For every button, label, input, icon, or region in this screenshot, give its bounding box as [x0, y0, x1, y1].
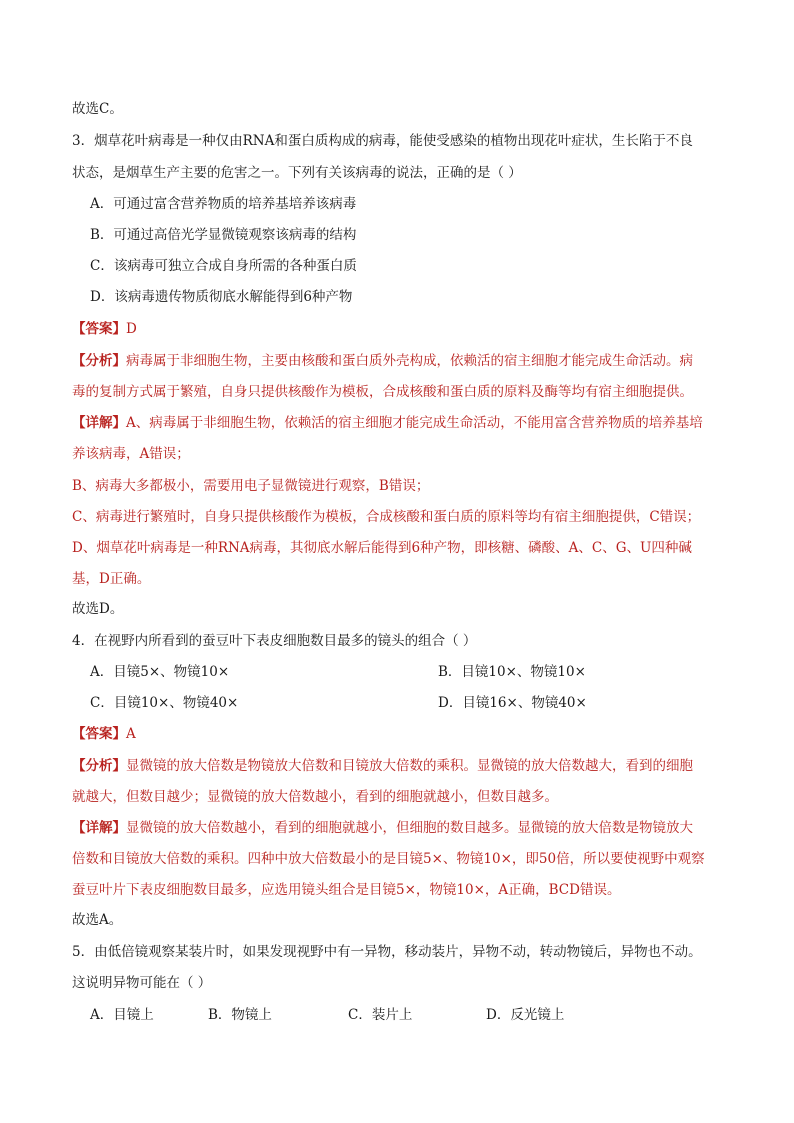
detail-label: 【详解】 [72, 415, 126, 431]
q3-detail-line3: B、病毒大多都极小，需要用电子显微镜进行观察，B错误； [72, 478, 430, 494]
q4-option-c: C．目镜10×、物镜40× [90, 695, 239, 711]
q4-analysis-line2: 就越大，但数目越少；显微镜的放大倍数越小，看到的细胞就越小，但数目越多。 [72, 789, 558, 805]
q4-option-d: D．目镜16×、物镜40× [438, 695, 587, 711]
q3-stem-line2: 状态，是烟草生产主要的危害之一。下列有关该病毒的说法，正确的是（ ） [72, 165, 522, 181]
q4-options-row1 [90, 662, 734, 682]
q4-detail-line3: 蚕豆叶片下表皮细胞数目最多，应选用镜头组合是目镜5×，物镜10×，A正确，BCD错误。 [72, 882, 621, 898]
q4-option-a: A．目镜5×、物镜10× [90, 664, 230, 680]
q4-detail-line1: 【详解】显微镜的放大倍数越小，看到的细胞就越小，但细胞的数目越多。显微镜的放大倍数是物镜放大 [72, 820, 693, 836]
q3-option-a: A．可通过富含营养物质的培养基培养该病毒 [90, 196, 357, 212]
analysis-label: 【分析】 [72, 758, 126, 774]
q5-option-d: D．反光镜上 [486, 1007, 565, 1023]
q3-detail-line5: D、烟草花叶病毒是一种RNA病毒，其彻底水解后能得到6种产物，即核糖、磷酸、A、C、G、U四种碱 [72, 540, 692, 556]
q3-detail-line6: 基，D正确。 [72, 571, 151, 587]
answer-value: D [126, 321, 137, 337]
q4-detail-line2: 倍数和目镜放大倍数的乘积。四种中放大倍数最小的是目镜5×、物镜10×，即50倍，所以要使视野中观察 [72, 851, 705, 867]
q3-option-d: D．该病毒遗传物质彻底水解能得到6种产物 [90, 289, 353, 305]
q5-option-c: C．装片上 [348, 1007, 413, 1023]
q5-option-b: B．物镜上 [208, 1007, 272, 1023]
q4-stem: 4．在视野内所看到的蚕豆叶下表皮细胞数目最多的镜头的组合（ ） [72, 633, 477, 649]
detail-label: 【详解】 [72, 820, 126, 836]
q3-conclusion: 故选D。 [72, 601, 124, 617]
q3-detail-line2: 养该病毒，A错误； [72, 446, 190, 462]
q5-stem-line2: 这说明异物可能在（ ） [72, 975, 212, 991]
q5-stem-line1: 5．由低倍镜观察某装片时，如果发现视野中有一异物，移动装片，异物不动，转动物镜后，异物也不动。 [72, 944, 702, 960]
answer-value: A [126, 726, 136, 742]
q3-detail-line1: 【详解】A、病毒属于非细胞生物，依赖活的宿主细胞才能完成生命活动，不能用富含营养物质的培养基培 [72, 415, 703, 431]
q3-analysis-line1: 【分析】病毒属于非细胞生物，主要由核酸和蛋白质外壳构成，依赖活的宿主细胞才能完成生命活动。病 [72, 353, 693, 369]
analysis-label: 【分析】 [72, 353, 126, 369]
q3-detail-line4: C、病毒进行繁殖时，自身只提供核酸作为模板，合成核酸和蛋白质的原料等均有宿主细胞提供，C错误； [72, 509, 701, 525]
q3-answer [72, 319, 734, 339]
q3-option-c: C．该病毒可独立合成自身所需的各种蛋白质 [90, 258, 357, 274]
q3-stem-line1: 3．烟草花叶病毒是一种仅由RNA和蛋白质构成的病毒，能使受感染的植物出现花叶症状，生长陷于不良 [72, 133, 693, 149]
q4-analysis-line1: 【分析】显微镜的放大倍数是物镜放大倍数和目镜放大倍数的乘积。显微镜的放大倍数越大，看到的细胞 [72, 758, 693, 774]
prev-conclusion: 故选C。 [72, 101, 123, 117]
answer-label: 【答案】 [72, 321, 126, 337]
q5-option-a: A．目镜上 [90, 1007, 154, 1023]
q3-option-b: B．可通过高倍光学显微镜观察该病毒的结构 [90, 227, 357, 243]
q3-analysis-line2: 毒的复制方式属于繁殖，自身只提供核酸作为模板，合成核酸和蛋白质的原料及酶等均有宿主细胞提供。 [72, 384, 693, 400]
q4-answer [72, 724, 734, 744]
q4-conclusion: 故选A。 [72, 912, 123, 928]
answer-label: 【答案】 [72, 726, 126, 742]
q4-option-b: B．目镜10×、物镜10× [438, 664, 586, 680]
q4-options-row2 [90, 693, 734, 713]
